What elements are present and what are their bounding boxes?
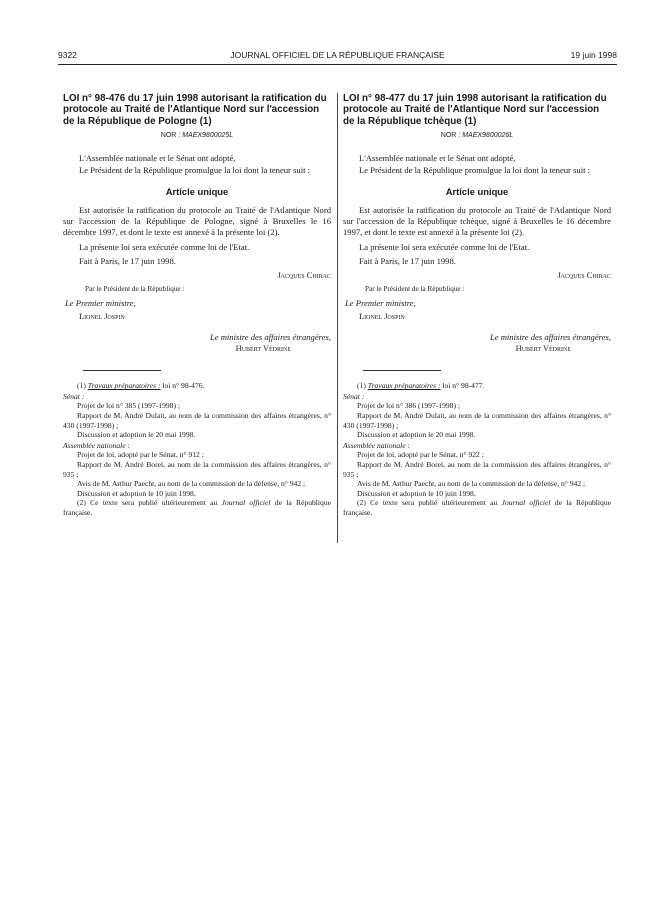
nor-label: NOR : [160,132,181,140]
note2-text-end: de la République française. [63,498,331,517]
article-body-paragraph: Est autorisée la ratification du protocole au Traité de l'Atlantique Nord sur l'accession de la République de Pologne, signé à Bruxelles le 16 décembre 1997, et dont le texte est annexé à la présente loi (2). [63,205,331,238]
prime-minister-title: Le Premier ministre, [65,298,136,309]
page-number: 9322 [58,50,77,60]
intro-paragraph: L'Assemblée nationale et le Sénat ont adopté, [79,153,236,164]
travaux-label: Travaux préparatoires : [367,381,441,391]
journal-officiel-ref: Journal officiel [221,498,271,508]
senat-label: Sénat : [343,391,365,401]
footnote-2 [63,498,331,517]
assemblee-label: Assemblée nationale : [343,440,411,450]
president-signature: Jacques Chirac [557,271,611,281]
note2-text-end: de la République française. [343,498,611,517]
par-le-president: Par le Président de la République : [85,285,185,294]
footnote-item: Avis de M. Arthur Paecht, au nom de la commission de la défense, n° 942 ; [77,479,306,489]
nor-reference [343,130,611,141]
minister-name: Hubert Védrine [235,344,291,354]
law-title: LOI n° 98-476 du 17 juin 1998 autorisant la ratification du protocole au Traité de l'Atlantique Nord sur l'accession de la République de Pologne (1) [63,93,327,127]
footnote-item: Projet de loi n° 386 (1997-1998) ; [357,401,461,411]
article-heading: Article unique [445,185,509,197]
law-98-476-column [63,93,331,518]
footnote-travaux: (1) Travaux préparatoires : loi n° 98-477. [357,381,485,391]
prime-minister-name: Lionel Jospin [359,311,405,321]
footnote-item: Discussion et adoption le 20 mai 1998. [357,430,476,440]
travaux-ref: loi n° 98-476. [162,381,205,391]
travaux-label: Travaux préparatoires : [87,381,161,391]
footnote-item: Rapport de M. André Borel, au nom de la commission des affaires étrangères, n° 935 ; [63,460,331,479]
intro-paragraph: Le Président de la République promulgue la loi dont la teneur suit : [79,164,311,175]
column-divider [337,93,338,543]
footnote-rule [363,370,441,371]
footnote-rule [83,370,161,371]
article-body-paragraph: La présente loi sera exécutée comme loi de l'Etat. [359,241,530,252]
par-le-president: Par le Président de la République : [365,285,465,294]
president-signature: Jacques Chirac [277,271,331,281]
footnote-item: Discussion et adoption le 10 juin 1998. [357,488,476,498]
footnote-travaux: (1) Travaux préparatoires : loi n° 98-476. [77,381,205,391]
footnote-item: Projet de loi n° 385 (1997-1998) ; [77,401,181,411]
article-body-paragraph: La présente loi sera exécutée comme loi de l'Etat. [79,241,250,252]
footnotes [343,381,611,517]
intro-paragraph: Le Président de la République promulgue la loi dont la teneur suit : [359,164,591,175]
law-title: LOI n° 98-477 du 17 juin 1998 autorisant la ratification du protocole au Traité de l'Atlantique Nord sur l'accession de la République tchèque (1) [343,93,607,127]
prime-minister-name: Lionel Jospin [79,311,125,321]
footnote-item: Discussion et adoption le 10 juin 1998. [77,488,196,498]
footnote-item: Rapport de M. André Dulait, au nom de la commission des affaires étrangères, n° 430 (1997-1998) ; [63,411,331,430]
minister-title: Le ministre des affaires étrangères, [489,331,611,342]
footnote-2 [343,498,611,517]
footnote-item: Avis de M. Arthur Paecht, au nom de la commission de la défense, n° 942 ; [357,479,586,489]
nor-label: NOR : [440,132,461,140]
footnote-item: Rapport de M. André Dulait, au nom de la commission des affaires étrangères, n° 430 (1997-1998) ; [343,411,611,430]
footnote-item: Rapport de M. André Borel, au nom de la commission des affaires étrangères, n° 935 ; [343,460,611,479]
note2-text: (2) Ce texte sera publié ultérieurement au [77,498,218,508]
assemblee-label: Assemblée nationale : [63,440,131,450]
article-heading: Article unique [165,185,229,197]
running-header [58,48,617,62]
minister-title: Le ministre des affaires étrangères, [209,331,331,342]
intro-paragraph: L'Assemblée nationale et le Sénat ont adopté, [359,153,516,164]
journal-title: JOURNAL OFFICIEL DE LA RÉPUBLIQUE FRANÇAISE [230,50,445,60]
done-at-line: Fait à Paris, le 17 juin 1998. [79,255,176,266]
law-98-477-column [343,93,611,518]
footnote-item: Projet de loi, adopté par le Sénat, n° 912 ; [77,450,204,460]
nor-code: MAEX9800025L [182,132,234,140]
footnote-item: Projet de loi, adopté par le Sénat, n° 922 ; [357,450,484,460]
senat-label: Sénat : [63,391,85,401]
nor-reference [63,130,331,141]
footnotes [63,381,331,517]
note2-text: (2) Ce texte sera publié ultérieurement au [357,498,498,508]
header-rule [58,64,617,65]
footnote-item: Discussion et adoption le 20 mai 1998. [77,430,196,440]
issue-date: 19 juin 1998 [570,50,617,60]
journal-officiel-ref: Journal officiel [501,498,551,508]
prime-minister-title: Le Premier ministre, [345,298,416,309]
nor-code: MAEX9800026L [462,132,514,140]
done-at-line: Fait à Paris, le 17 juin 1998. [359,255,456,266]
article-body-paragraph: Est autorisée la ratification du protocole au Traité de l'Atlantique Nord sur l'accession de la République tchèque, signé à Bruxelles le 16 décembre 1997, et dont le texte est annexé à la présente loi (2). [343,205,611,238]
travaux-ref: loi n° 98-477. [442,381,485,391]
minister-name: Hubert Védrine [515,344,571,354]
